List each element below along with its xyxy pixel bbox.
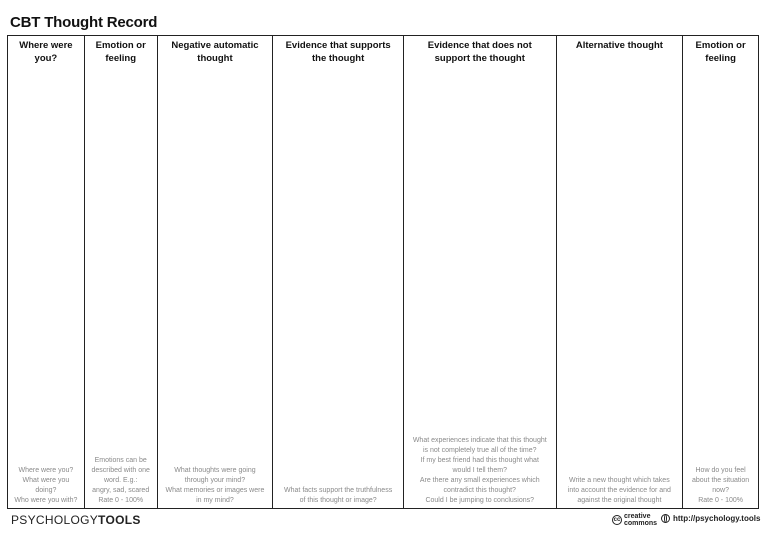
column-automatic-thought[interactable] — [158, 36, 274, 508]
column-situation[interactable] — [8, 36, 85, 508]
page-title: CBT Thought Record — [10, 14, 158, 31]
column-header: Evidence that does not support the thought — [427, 40, 532, 64]
column-hint: Write a new thought which takes into account the evidence for and against the original thought — [567, 477, 671, 504]
column-hint: What facts support the truthfulness of this thought or image? — [284, 487, 393, 504]
column-evidence-against[interactable] — [404, 36, 557, 508]
column-header: Evidence that supports the thought — [285, 40, 391, 64]
website-url: http://psychology.tools — [673, 514, 761, 523]
psychology-tools-logo — [11, 513, 141, 527]
column-hint: Emotions can be described with one word. E.g.: angry, sad, scared Rate 0 - 100% — [91, 457, 150, 504]
column-emotion[interactable] — [85, 36, 158, 508]
column-header: Where were you? — [19, 40, 73, 64]
logo-text-left: PSYCHOLOGY — [11, 513, 99, 527]
column-alternative-thought[interactable] — [557, 36, 684, 508]
logo-text-right: TOOLS — [98, 513, 141, 527]
website-link[interactable] — [661, 514, 760, 523]
column-hint: Where were you? What were you doing? Who were you with? — [14, 467, 78, 504]
column-evidence-for[interactable] — [273, 36, 404, 508]
column-header: Alternative thought — [575, 40, 663, 51]
column-hint: What experiences indicate that this thought is not completely true all of the time? If my best friend had this thought what would I tell them? Are there any small experiences which contradict this thought? Could I be jumping to conclusions? — [412, 437, 547, 504]
column-hint: How do you feel about the situation now? Rate 0 - 100% — [691, 467, 750, 504]
column-header: Emotion or feeling — [95, 40, 146, 64]
column-hint: What thoughts were going through your mind? What memories or images were in my mind? — [165, 467, 265, 504]
cc-line2: commons — [624, 520, 658, 527]
column-header: Emotion or feeling — [695, 40, 746, 64]
globe-icon — [661, 514, 670, 523]
column-emotion-after[interactable] — [683, 36, 758, 508]
creative-commons-icon: cc — [612, 515, 622, 525]
cc-line1: creative — [624, 513, 651, 520]
footer — [0, 511, 768, 531]
thought-record-table — [7, 35, 759, 509]
creative-commons-badge — [612, 513, 657, 527]
column-header: Negative automatic thought — [171, 40, 259, 64]
